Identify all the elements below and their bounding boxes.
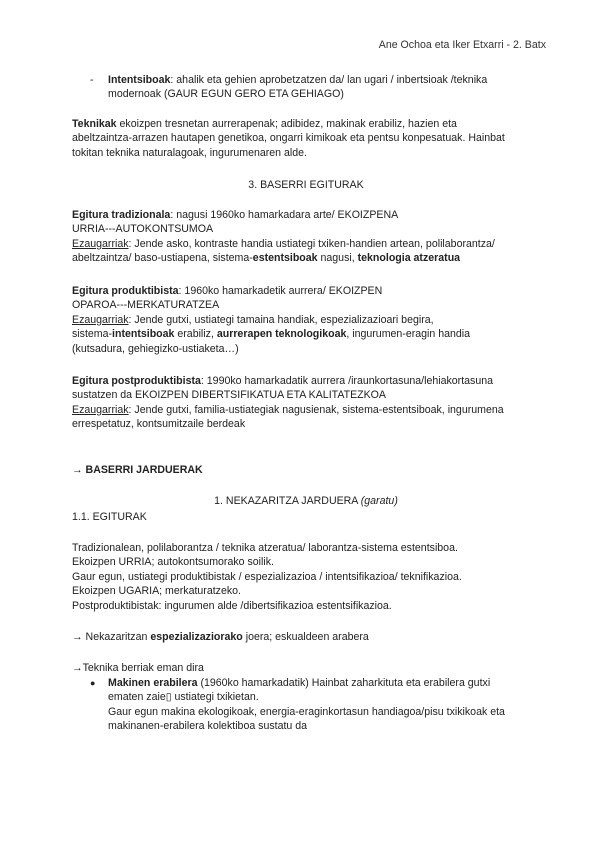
espezializazio-line bbox=[72, 630, 540, 644]
produktibista-text-2: OPAROA---MERKATURATZEA bbox=[72, 299, 220, 312]
makinen-text-4: makinanen-erabilera kolektiboa sustatu da bbox=[108, 720, 308, 733]
tradizionala-text-1: : nagusi 1960ko hamarkadara arte/ EKOIZPENA bbox=[170, 209, 399, 221]
egiturak-paragraph bbox=[72, 541, 540, 613]
jarduerak-heading bbox=[72, 463, 540, 477]
produktibista-text-4c: erabiliz, bbox=[174, 328, 217, 341]
intentsiboak-text-1: : ahalik eta gehien aprobetzatzen da/ lan ugari / inbertsioak /teknika bbox=[170, 74, 488, 86]
espezializazio-post: joera; eskualdeen arabera bbox=[242, 631, 369, 643]
teknikak-text-2: abeltzaintza-arrazen hautapen genetikoa, ongarri kimikoak eta pentsu konpesatuak. Hainbat bbox=[72, 132, 505, 145]
teknika-berriak-text: Teknika berriak eman dira bbox=[82, 662, 204, 674]
postproduktibista-text-2: sustatzen da EKOIZPEN DIBERTSIFIKATUA ETA KALITATEZKOA bbox=[72, 389, 386, 402]
egiturak-line: Tradizionalean, polilaborantza / teknika atzeratua/ laborantza-sistema estentsiboa. bbox=[72, 542, 458, 554]
tradizionala-ezaugarriak-label: Ezaugarriak bbox=[72, 237, 129, 250]
tradizionala-paragraph bbox=[72, 208, 540, 266]
page-header: Ane Ochoa eta Iker Etxarri - 2. Batx bbox=[378, 39, 546, 51]
postproduktibista-text-4: errespetatuz, kontsumitzaile berdeak bbox=[72, 418, 246, 431]
section-1-italic: (garatu) bbox=[360, 495, 398, 507]
teknika-berriak-line bbox=[72, 661, 540, 675]
egiturak-line: Ekoizpen URRIA; autokontsumorako soilik. bbox=[72, 556, 274, 569]
jarduerak-title: BASERRI JARDUERAK bbox=[85, 464, 203, 476]
produktibista-ezaugarriak-label: Ezaugarriak bbox=[72, 313, 129, 326]
produktibista-text-5: (kutsadura, gehiegizko-ustiaketa…) bbox=[72, 342, 239, 355]
egiturak-line: Postproduktibistak: ingurumen alde /dibertsifikazioa estentsifikazioa. bbox=[72, 599, 392, 612]
tradizionala-term: Egitura tradizionala bbox=[72, 209, 171, 221]
dash-marker: - bbox=[90, 74, 94, 86]
produktibista-text-4b: intentsiboak bbox=[112, 328, 175, 341]
produktibista-text-4d: aurrerapen teknologikoak bbox=[216, 328, 347, 341]
arrow-icon: → bbox=[72, 662, 83, 674]
intentsiboak-term: Intentsiboak bbox=[108, 74, 171, 86]
arrow-icon: → bbox=[72, 631, 83, 643]
tradizionala-text-4b: estentsiboak bbox=[252, 252, 318, 265]
produktibista-term: Egitura produktibista bbox=[72, 285, 179, 297]
intentsiboak-text-2: modernoak (GAUR EGUN GERO ETA GEHIAGO) bbox=[108, 88, 344, 101]
tradizionala-text-2: URRIA---AUTOKONTSUMOA bbox=[72, 223, 214, 236]
produktibista-text-1: : 1960ko hamarkadetik aurrera/ EKOIZPEN bbox=[178, 285, 383, 297]
teknikak-term: Teknikak bbox=[72, 118, 117, 130]
makinen-text-1: (1960ko hamarkadatik) Hainbat zaharkituta eta erabilera gutxi bbox=[197, 677, 491, 689]
produktibista-paragraph bbox=[72, 284, 540, 356]
espezializazio-bold: espezializaziorako bbox=[150, 631, 243, 643]
tradizionala-text-4a: abeltzaintza/ baso-ustiapena, sistema- bbox=[72, 252, 253, 265]
section-3-heading: 3. BASERRI EGITURAK bbox=[248, 179, 364, 191]
teknikak-text-1: ekoizpen tresnetan aurrerapenak; adibidez, makinak erabiliz, hazien eta bbox=[116, 118, 457, 130]
postproduktibista-text-1: : 1990ko hamarkadatik aurrera /iraunkortasuna/lehiakortasuna bbox=[200, 375, 493, 387]
produktibista-ezaugarriak-text: : Jende gutxi, ustiategi tamaina handiak, espezializazioari begira, bbox=[128, 313, 434, 326]
bullet-dot-icon: ● bbox=[90, 678, 96, 688]
makinen-term: Makinen erabilera bbox=[108, 677, 198, 689]
produktibista-text-4e: , ingurumen-eragin handia bbox=[346, 328, 471, 341]
postproduktibista-ezaugarriak-text: : Jende gutxi, familia-ustiategiak nagusienak, sistema-estentsiboak, ingurumena bbox=[128, 403, 504, 416]
egiturak-line: Ekoizpen UGARIA; merkaturatzeko. bbox=[72, 585, 241, 598]
espezializazio-pre: Nekazaritzan bbox=[82, 631, 151, 643]
section-1-title: 1. NEKAZARITZA JARDUERA bbox=[214, 495, 361, 507]
tradizionala-text-4c: nagusi, bbox=[317, 252, 358, 265]
arrow-icon: → bbox=[72, 464, 83, 476]
makinen-bullet bbox=[90, 676, 530, 734]
section-1-heading bbox=[72, 494, 540, 508]
teknikak-text-3: tokitan teknika naturalagoak, ingurumenaren alde. bbox=[72, 146, 307, 159]
makinen-text-3: Gaur egun makina ekologikoak, energia-eraginkortasun handiagoa/pisu txikikoak eta bbox=[108, 705, 505, 718]
tradizionala-text-4d: teknologia atzeratua bbox=[357, 252, 461, 265]
postproduktibista-paragraph bbox=[72, 374, 540, 432]
tradizionala-ezaugarriak-text: : Jende asko, kontraste handia ustiategi txiken-handien artean, polilaborantza/ bbox=[128, 237, 495, 250]
postproduktibista-ezaugarriak-label: Ezaugarriak bbox=[72, 403, 129, 416]
makinen-text-2: ematen zaie▯ ustiategi txikietan. bbox=[108, 691, 259, 704]
postproduktibista-term: Egitura postproduktibista bbox=[72, 375, 201, 387]
subsection-1-1-heading: 1.1. EGITURAK bbox=[72, 511, 147, 523]
intentsiboak-item bbox=[90, 73, 530, 102]
egiturak-line: Gaur egun, ustiategi produktibistak / espezializazioa / intentsifikazioa/ teknifikazioa. bbox=[72, 570, 462, 583]
teknikak-paragraph bbox=[72, 117, 540, 160]
produktibista-text-4a: sistema- bbox=[72, 328, 113, 341]
